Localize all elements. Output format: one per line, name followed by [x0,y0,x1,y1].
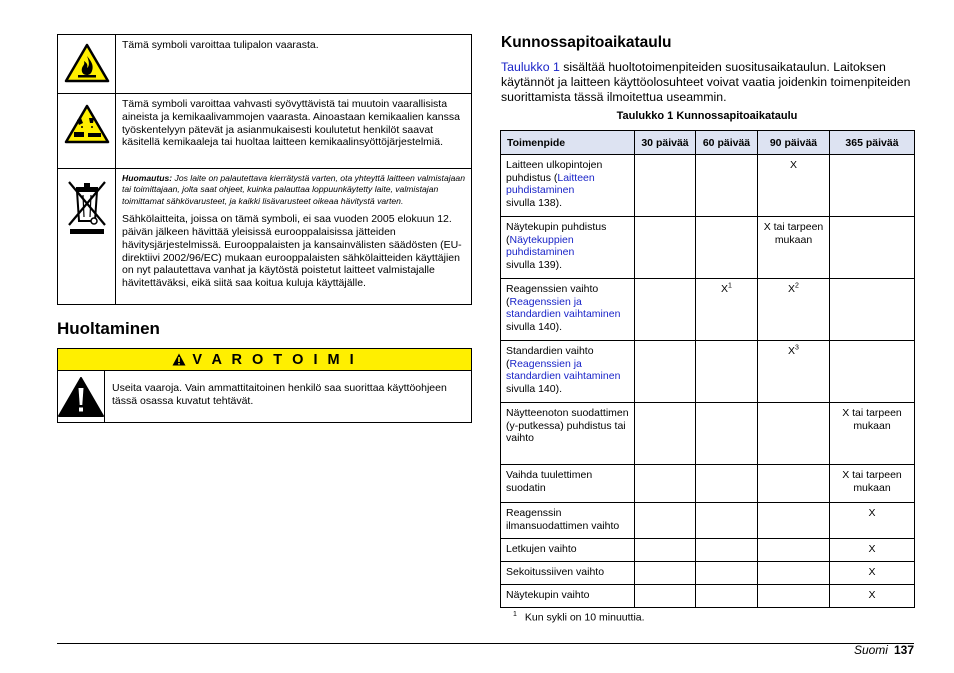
footer-language: Suomi [853,643,888,657]
interval-cell: X tai tarpeen mukaan [758,217,830,279]
interval-cell [696,562,758,585]
interval-cell [696,539,758,562]
interval-cell [758,403,830,465]
task-cell: Vaihda tuulettimen suodatin [501,465,635,503]
weee-note: Huomautus: Jos laite on palautettava kierrätystä varten, ota yhteyttä laitteen valmistajaan tai toimittajaan, jolta saat ohjeet, kuinka palauttaa loppuunkäytetty laite, valmistajan toimittamat sähkövarusteet, ja kaikki lisävarusteet oikeaa hävitystä varten. [122,173,465,206]
table-row [501,465,915,503]
warning-label: V A R O T O I M I [192,351,357,368]
task-cell: Laitteen ulkopintojen puhdistus (Laitteen puhdistaminen sivulla 138). [501,155,635,217]
task-cell: Reagenssien vaihto (Reagenssien ja standardien vaihtaminen sivulla 140). [501,279,635,341]
warning-text: Useita vaaroja. Vain ammattitaitoinen henkilö saa suorittaa käyttöohjeen tässä osassa kuvatut tehtävät. [112,382,447,407]
interval-cell [635,539,696,562]
interval-cell: X [758,155,830,217]
interval-cell [758,562,830,585]
flame-warning-icon [64,43,110,83]
warning-triangle-icon [172,353,186,366]
interval-cell [635,341,696,403]
footer-divider [57,643,914,644]
task-cell: Letkujen vaihto [501,539,635,562]
corrosive-warning-icon [64,104,110,144]
maintenance-table [500,130,915,608]
interval-cell: X [830,503,915,539]
section-link[interactable]: Reagenssien ja standardien vaihtaminen [506,357,621,383]
weee-text-cell [116,169,472,305]
interval-cell [635,217,696,279]
interval-cell [696,465,758,503]
table-header-row [501,131,915,155]
task-cell: Standardien vaihto (Reagenssien ja standardien vaihtaminen sivulla 140). [501,341,635,403]
interval-cell: $X^1$ [696,279,758,341]
exclamation-warning-icon [58,377,104,417]
interval-cell [696,155,758,217]
footnote: $^1$ Kun sykli on 10 minuuttia. [513,611,645,624]
interval-cell [696,217,758,279]
table-row [501,539,915,562]
section-link[interactable]: Reagenssien ja standardien vaihtaminen [506,295,621,321]
interval-cell: X [830,562,915,585]
interval-cell [830,155,915,217]
table-link[interactable]: Taulukko 1 [501,60,560,74]
interval-cell [758,585,830,608]
interval-cell [696,403,758,465]
corrosive-cell [58,94,116,169]
interval-cell [635,562,696,585]
interval-cell [830,279,915,341]
table-row [501,217,915,279]
table-row [501,403,915,465]
interval-cell [635,403,696,465]
flame-cell [58,35,116,94]
interval-cell [696,585,758,608]
interval-cell [635,585,696,608]
weee-crossed-bin-icon [64,177,110,237]
warning-box [57,348,472,423]
interval-cell [635,155,696,217]
interval-cell [635,503,696,539]
interval-cell: $X^3$ [758,341,830,403]
symbol-text: Tämä symboli varoittaa tulipalon vaarasta. [116,35,472,94]
table-row [501,279,915,341]
interval-cell [758,465,830,503]
column-header: 30 päivää [635,131,696,155]
interval-cell: $X^2$ [758,279,830,341]
table-row [501,341,915,403]
column-header: Toimenpide [501,131,635,155]
section-link[interactable]: Näytekuppien puhdistaminen [506,233,575,259]
interval-cell: X [830,585,915,608]
interval-cell [696,341,758,403]
symbol-text: Sähkölaitteita, joissa on tämä symboli, ei saa vuoden 2005 elokuun 12. päivän jälkeen hävittää yleisissä eurooppalaisissa jätteiden hävitysjärjestelmissä. Eurooppalaisten ja kansainvälisten säädösten (EU-direktiivi 2002/96/EC) mukaan eurooppalaisten sähkölaitteiden käyttäjien on nyt palautettava vanhat ja käytöstä poistetut laitteet valmistajalle hävitettäväksi, eikä siitä saa koitua kuluja käyttäjälle. [122,213,462,290]
interval-cell: X [830,539,915,562]
table-row [501,562,915,585]
interval-cell [830,217,915,279]
task-cell: Näytekupin puhdistus (Näytekuppien puhdistaminen sivulla 139). [501,217,635,279]
page-footer [854,643,914,657]
warning-body [58,371,471,422]
interval-cell: X tai tarpeen mukaan [830,403,915,465]
interval-cell [758,539,830,562]
interval-cell [758,503,830,539]
task-cell: Sekoitussiiven vaihto [501,562,635,585]
table-row [501,503,915,539]
section-title: Huoltaminen [57,319,160,338]
weee-cell [58,169,116,305]
warning-header [58,349,471,371]
warning-icon-cell [58,371,105,422]
table-caption: Taulukko 1 Kunnossapitoaikataulu [616,110,798,122]
symbol-text: Tämä symboli varoittaa vahvasti syövyttävistä tai muutoin vaarallisista aineista ja kemikaalivammojen vaarasta. Ainoastaan kemikaalien kanssa työskentelyyn pätevät ja asianmukaisesti koulutetut henkilöt saavat käsitellä kemikaaleja tai huoltaa laitteen kemikaalinsyöttöjärjestelmiä. [116,94,472,169]
column-header: 365 päivää [830,131,915,155]
task-cell: Reagenssin ilmansuodattimen vaihto [501,503,635,539]
symbol-table [57,34,472,305]
interval-cell: X tai tarpeen mukaan [830,465,915,503]
interval-cell [696,503,758,539]
interval-cell [830,341,915,403]
column-header: 60 päivää [696,131,758,155]
interval-cell [635,465,696,503]
task-cell: Näytekupin vaihto [501,585,635,608]
page-number: 137 [893,643,914,657]
schedule-title: Kunnossapitoaikataulu [501,34,672,51]
interval-cell [635,279,696,341]
table-row [501,155,915,217]
schedule-intro: Taulukko 1 sisältää huoltotoimenpiteiden suositusaikataulun. Laitoksen käytännöt ja laitteen käyttöolosuhteet voivat vaatia joidenkin toimenpiteiden suorittamista tässä ilmoitettua useammin. [501,60,911,104]
column-header: 90 päivää [758,131,830,155]
section-link[interactable]: Laitteen puhdistaminen [506,171,595,197]
task-cell: Näytteenoton suodattimen (y-putkessa) puhdistus tai vaihto [501,403,635,465]
table-row [501,585,915,608]
